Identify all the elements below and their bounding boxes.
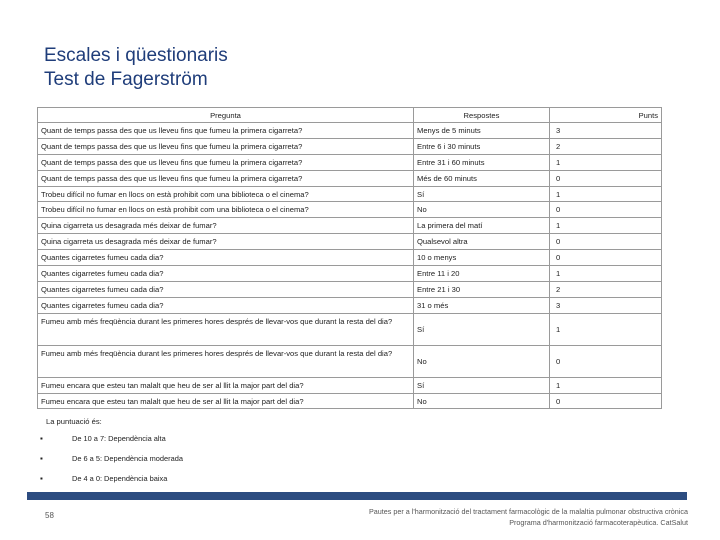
points-cell: 1 [550, 186, 662, 202]
table-row [38, 202, 662, 218]
answer-cell: Entre 31 i 60 minuts [414, 154, 550, 170]
scoring-item-text: De 10 a 7: Dependència alta [72, 434, 166, 443]
scoring-item [40, 432, 183, 452]
scoring-title: La puntuació és: [46, 417, 102, 426]
footer-line-2: Programa d'harmonització farmacoterapèutica. CatSalut [509, 518, 688, 527]
scoring-item-text: De 4 a 0: Dependència baixa [72, 474, 168, 483]
table-row [38, 393, 662, 409]
title-line-1: Escales i qüestionaris [44, 45, 228, 66]
question-cell: Quina cigarreta us desagrada més deixar de fumar? [38, 234, 414, 250]
points-cell: 3 [550, 297, 662, 313]
answer-cell: No [414, 202, 550, 218]
question-cell: Fumeu amb més freqüència durant les primeres hores després de llevar-vos que durant la resta del dia? [38, 345, 414, 377]
points-cell: 2 [550, 281, 662, 297]
points-cell: 0 [550, 393, 662, 409]
table-row [38, 297, 662, 313]
answer-cell: Entre 6 i 30 minuts [414, 138, 550, 154]
points-cell: 1 [550, 313, 662, 345]
points-cell: 0 [550, 234, 662, 250]
points-cell: 1 [550, 154, 662, 170]
answer-cell: No [414, 345, 550, 377]
points-cell: 1 [550, 218, 662, 234]
table-row [38, 138, 662, 154]
points-cell: 2 [550, 138, 662, 154]
title-line-2: Test de Fagerström [44, 69, 208, 90]
question-cell: Fumeu amb més freqüència durant les primeres hores després de llevar-vos que durant la resta del dia? [38, 313, 414, 345]
answer-cell: 10 o menys [414, 250, 550, 266]
answer-cell: Sí [414, 313, 550, 345]
question-cell: Quantes cigarretes fumeu cada dia? [38, 297, 414, 313]
table-row [38, 377, 662, 393]
points-cell: 3 [550, 123, 662, 139]
points-cell: 1 [550, 266, 662, 282]
table-row [38, 313, 662, 345]
question-cell: Trobeu difícil no fumar en llocs on està prohibit com una biblioteca o el cinema? [38, 202, 414, 218]
answer-cell: Sí [414, 186, 550, 202]
question-cell: Quant de temps passa des que us lleveu fins que fumeu la primera cigarreta? [38, 170, 414, 186]
scoring-item [40, 472, 183, 492]
answer-cell: Entre 21 i 30 [414, 281, 550, 297]
header-question: Pregunta [38, 108, 414, 123]
scoring-item [40, 452, 183, 472]
table-row [38, 123, 662, 139]
points-cell: 1 [550, 377, 662, 393]
points-cell: 0 [550, 345, 662, 377]
bullet-icon: ▪ [40, 434, 43, 443]
question-cell: Fumeu encara que esteu tan malalt que heu de ser al llit la major part del dia? [38, 393, 414, 409]
page-title [44, 44, 228, 92]
question-cell: Quantes cigarretes fumeu cada dia? [38, 266, 414, 282]
fagerstrom-table [37, 107, 662, 409]
page-number: 58 [45, 511, 54, 520]
table-row [38, 345, 662, 377]
answer-cell: No [414, 393, 550, 409]
scoring-list [40, 432, 183, 492]
answer-cell: Menys de 5 minuts [414, 123, 550, 139]
answer-cell: 31 o més [414, 297, 550, 313]
table-row [38, 186, 662, 202]
question-cell: Quant de temps passa des que us lleveu fins que fumeu la primera cigarreta? [38, 123, 414, 139]
answer-cell: Entre 11 i 20 [414, 266, 550, 282]
table-row [38, 234, 662, 250]
answer-cell: La primera del matí [414, 218, 550, 234]
answer-cell: Sí [414, 377, 550, 393]
table-row [38, 250, 662, 266]
question-cell: Quantes cigarretes fumeu cada dia? [38, 250, 414, 266]
points-cell: 0 [550, 250, 662, 266]
points-cell: 0 [550, 170, 662, 186]
points-cell: 0 [550, 202, 662, 218]
table-row [38, 281, 662, 297]
answer-cell: Més de 60 minuts [414, 170, 550, 186]
footer-text [369, 506, 688, 528]
question-cell: Quant de temps passa des que us lleveu fins que fumeu la primera cigarreta? [38, 154, 414, 170]
bullet-icon: ▪ [40, 454, 43, 463]
question-cell: Quina cigarreta us desagrada més deixar de fumar? [38, 218, 414, 234]
question-cell: Quant de temps passa des que us lleveu fins que fumeu la primera cigarreta? [38, 138, 414, 154]
table-row [38, 154, 662, 170]
bullet-icon: ▪ [40, 474, 43, 483]
header-points: Punts [550, 108, 662, 123]
table-row [38, 170, 662, 186]
scoring-item-text: De 6 a 5: Dependència moderada [72, 454, 183, 463]
footer-bar [27, 492, 687, 500]
question-cell: Quantes cigarretes fumeu cada dia? [38, 281, 414, 297]
table-row [38, 218, 662, 234]
question-cell: Fumeu encara que esteu tan malalt que heu de ser al llit la major part del dia? [38, 377, 414, 393]
table-header-row [38, 108, 662, 123]
footer-line-1: Pautes per a l'harmonització del tractament farmacològic de la malaltia pulmonar obstructiva crònica [369, 507, 688, 516]
question-cell: Trobeu difícil no fumar en llocs on està prohibit com una biblioteca o el cinema? [38, 186, 414, 202]
answer-cell: Qualsevol altra [414, 234, 550, 250]
header-answer: Respostes [414, 108, 550, 123]
table-row [38, 266, 662, 282]
